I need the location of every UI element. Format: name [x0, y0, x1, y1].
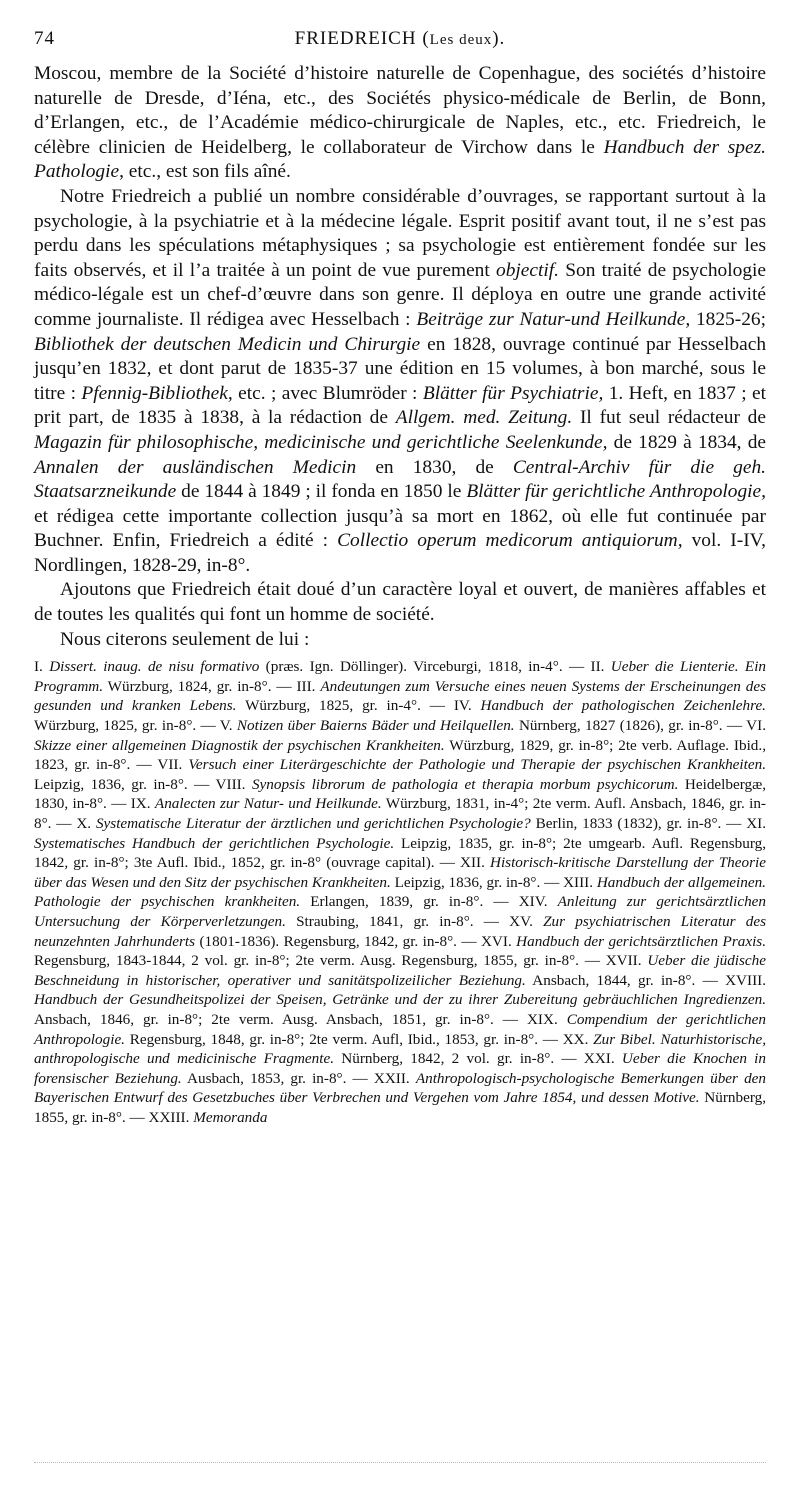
work-number: XVI. [480, 932, 517, 950]
work-title: Historisch-kritische Darstellung der Theorie über das Wesen und den Sitz der psychischen Krankheiten. [34, 854, 766, 891]
work-details: Leipzig, 1836, gr. in-8°. — [34, 775, 216, 793]
text: en 1828, ouvrage continué par Hesselbach jusqu’en 1832, et dont parut de 1835-37 une édition en 15 volumes, à bon marché, sous le titre : [34, 333, 767, 404]
work-title: Zur psychiatrischen Literatur des neunzehnten Jahrhunderts [34, 912, 766, 950]
paragraph-continued [34, 62, 766, 185]
page-number: 74 [34, 28, 55, 49]
text: etc. ; avec Blumröder : [232, 382, 423, 404]
running-title-end: ). [492, 28, 506, 49]
work-number: XVIII. [725, 971, 766, 989]
work-number: V. [219, 717, 237, 735]
work-number: XXI. [583, 1050, 622, 1068]
work-number: III. [296, 677, 321, 695]
italic-title: Beiträge zur Natur-und Heilkunde, [416, 308, 691, 330]
work-title: Compendium der gerichtlichen Anthropologie. [34, 1010, 766, 1048]
work-title: Anthropologisch-psychologische Bemerkungen über den Bayerischen Entwurf des Gesetzbuches über Verbrechen und Vergehen vom Jahre 1854, und dessen Motive. [34, 1069, 766, 1107]
work-title: Anleitung zur gerichtsärztlichen Untersuchung der Körperverletzungen. [34, 893, 767, 930]
running-head [34, 28, 766, 56]
work-number: XX. [562, 1030, 594, 1048]
work-title: Ueber die jüdische Beschneidung in historischer, operativer und sanitätspolizeilicher Beziehung. [34, 952, 767, 989]
running-title [34, 28, 766, 50]
running-title-small: Les deux [429, 32, 493, 48]
paragraph-character: Ajoutons que Friedreich était doué d’un caractère loyal et ouvert, de manières affables et de toutes les qualités qui font un homme de société. [34, 579, 766, 626]
work-title: Synopsis librorum de pathologia et therapia morbum psychicorum. [251, 775, 679, 793]
italic-title: Annalen der ausländischen Medicin [34, 456, 357, 478]
work-details: Heidelbergæ, 1830, in-8°. — [34, 775, 767, 813]
text: de 1844 à 1849 ; il fonda en 1850 le [176, 481, 467, 503]
work-number: XV. [509, 912, 544, 930]
work-title: Dissert. inaug. de nisu formativo [49, 658, 260, 676]
paragraph-works-overview [34, 185, 766, 579]
work-details: Berlin, 1833 (1832), gr. in-8°. — [530, 815, 747, 832]
italic-title: Collectio operum medicorum antiquiorum, [337, 530, 683, 552]
text: 1825-26; [690, 308, 766, 330]
text: en 1830, de [356, 456, 513, 478]
work-details: Ausbach, 1853, gr. in-8°. — [181, 1069, 374, 1087]
text: de 1829 à 1834, de [607, 431, 766, 453]
work-number: IV. [453, 697, 481, 715]
work-title: Skizze einer allgemeinen Diagnostik der psychischen Krankheiten. [34, 736, 445, 754]
work-details: Regensburg, 1848, gr. in-8°; 2te verm. Aufl, Ibid., 1853, gr. in-8°. — [124, 1030, 563, 1048]
work-title: Handbuch der pathologischen Zeichenlehre. [480, 697, 766, 715]
text: , etc., est son fils aîné. [119, 161, 291, 183]
work-number: XXII. [373, 1069, 416, 1087]
text: Son traité de psychologie médico-légale est un chef-d’œuvre dans son genre. Il déploya en outre une grande activité comme journaliste. Il rédigea avec Hesselbach : [34, 259, 767, 330]
work-title: Handbuch der allgemeinen. Pathologie der psychischen krankheiten. [34, 873, 766, 911]
italic-title: Central-Archiv für die geh. Staatsarzneikunde [34, 456, 766, 503]
work-item [76, 815, 746, 832]
work-details: Würzburg, 1824, gr. in-8°. — [103, 677, 297, 695]
work-details: Regensburg, 1843-1844, 2 vol. gr. in-8°; 2te verm. Ausg. Regensburg, 1855, gr. in-8°. — [34, 952, 606, 970]
italic-title: Allgem. med. Zeitung. [395, 407, 573, 429]
work-title: Handbuch der gerichtsärztlichen Praxis. [516, 932, 766, 950]
italic-title: Blätter für Psychiatrie, [422, 382, 604, 404]
work-number: X. [76, 815, 96, 832]
work-title: Memoranda [193, 1108, 268, 1126]
italic-title: Pfennig-Bibliothek, [81, 382, 233, 404]
work-number: II. [590, 658, 611, 676]
work-details: (præs. Ign. Döllinger). Virceburgi, 1818, in-4°. — [259, 658, 591, 676]
work-details: Nürnberg, 1855, gr. in-8°. — [34, 1089, 766, 1126]
work-details: Nürnberg, 1827 (1826), gr. in-8°. — [514, 717, 747, 735]
work-title: Systematisches Handbuch der gerichtlichen Psychologie. [34, 834, 395, 852]
work-title: Zur Bibel. Naturhistorische, anthropologische und medicinische Fragmente. [34, 1030, 767, 1068]
text: vol. I-IV, Nordlingen, 1828-29, in-8°. [34, 530, 767, 576]
work-title: Ueber die Lienterie. Ein Programm. [34, 658, 767, 695]
page [34, 28, 766, 1128]
work-number: VI. [746, 717, 766, 735]
italic-title: Bibliothek der deutschen Medicin und Chirurgie [34, 333, 421, 355]
italic-title: Handbuch der spez. Pathologie [34, 136, 766, 183]
text: Il fut seul rédacteur de [572, 407, 766, 429]
work-details: Würzburg, 1825, gr. in-4°. — [236, 697, 454, 715]
work-title: Ueber die Knochen in forensischer Beziehung. [34, 1050, 766, 1087]
work-title: Notizen über Baierns Bäder und Heilquellen. [236, 717, 515, 735]
work-number: XXIII. [148, 1108, 194, 1126]
italic-title: Blätter für gerichtliche Anthropologie, [466, 481, 767, 503]
work-details: Ansbach, 1846, gr. in-8°; 2te verm. Ausg. Ansbach, 1851, gr. in-8°. — [34, 1010, 527, 1028]
text: et rédigea cette importante collection jusqu’à sa mort en 1862, où elle fut continuée par Buchner. Enfin, Friedreich a édité : [34, 505, 766, 552]
works-list [34, 657, 766, 1127]
work-details: Nürnberg, 1842, 2 vol. gr. in-8°. — [334, 1050, 584, 1068]
work-details: Leipzig, 1835, gr. in-8°; 2te umgearb. Aufl. Regensburg, 1842, gr. in-8°; 3te Aufl. Ibid., 1852, gr. in-8° (ouvrage capital). — [34, 834, 766, 872]
work-item [34, 658, 591, 675]
work-details: Würzburg, 1831, in-4°; 2te verm. Aufl. Ansbach, 1846, gr. in-8°. — [34, 795, 766, 832]
work-number: XIX. [526, 1010, 567, 1028]
italic-title: Magazin für philosophische, medicinische und gerichtliche Seelenkunde, [34, 431, 608, 453]
work-number: XII. [460, 854, 490, 872]
text: Moscou, membre de la Société d’histoire naturelle de Copenhague, des sociétés d’histoire naturelle de Dresde, d’Iéna, etc., des Sociétés physico-médicale de Berlin, de Bonn, d’Erlangen, etc., de l’Académie médico-chirurgicale de Naples, etc., etc. Friedreich, le célèbre clinicien de Heidelberg, le collaborateur de Virchow dans le [34, 63, 766, 158]
work-item [149, 1109, 268, 1126]
work-item [220, 717, 746, 734]
paragraph-intro-list: Nous citerons seulement de lui : [60, 628, 310, 650]
text: Notre Friedreich a publié un nombre considérable d’ouvrages, se rapportant surtout à la psychologie, à la psychiatrie et à la médecine légale. Esprit positif avant tout, il ne s’est pas perdu dans les spéculations métaphysiques ; sa psychologie est entièrement fondée sur les faits observés, et il l’a traitée à un point de vue purement [34, 185, 766, 281]
text: 1. Heft, en 1837 ; et prit part, de 1835 à 1838, à la rédaction de [34, 382, 766, 429]
work-number: XVII. [605, 952, 648, 970]
work-number: VIII. [215, 775, 252, 793]
work-details: (1801-1836). Regensburg, 1842, gr. in-8°. — [195, 932, 481, 950]
body-text [34, 62, 766, 652]
work-details: Würzburg, 1825, gr. in-8°. — [34, 717, 220, 735]
bottom-rule [34, 1462, 766, 1463]
work-details: Ansbach, 1844, gr. in-8°. — [525, 971, 726, 989]
work-title: Versuch einer Literärgeschichte der Pathologie und Therapie der psychischen Krankheiten. [188, 756, 766, 774]
work-details: Würzburg, 1829, gr. in-8°; 2te verb. Auflage. Ibid., 1823, gr. in-8°. — [34, 736, 766, 774]
work-title: Systematische Literatur der ärztlichen und gerichtlichen Psychologie? [95, 815, 531, 832]
work-number: I. [34, 658, 50, 676]
work-title: Handbuch der Gesundheitspolizei der Speisen, Getränke und der zu ihrer Zubereitung gebräuchlichen Ingredienzen. [34, 991, 766, 1009]
work-title: Analecten zur Natur- und Heilkunde. [154, 795, 382, 813]
running-title-main: FRIEDREICH ( [294, 28, 430, 49]
work-number: XI. [746, 815, 767, 832]
work-title: Andeutungen zum Versuche eines neuen Systems der Erscheinungen des gesunden und kranken Lebens. [34, 677, 766, 715]
work-details: Leipzig, 1836, gr. in-8°. — [390, 873, 564, 891]
work-details: Straubing, 1841, gr. in-8°. — [285, 912, 510, 930]
work-details: Erlangen, 1839, gr. in-8°. — [300, 893, 519, 911]
work-number: IX. [130, 795, 155, 813]
work-number: XIV. [518, 893, 558, 911]
work-number: XIII. [563, 873, 597, 891]
work-number: VII. [157, 756, 189, 774]
italic-term: objectif. [496, 259, 560, 281]
